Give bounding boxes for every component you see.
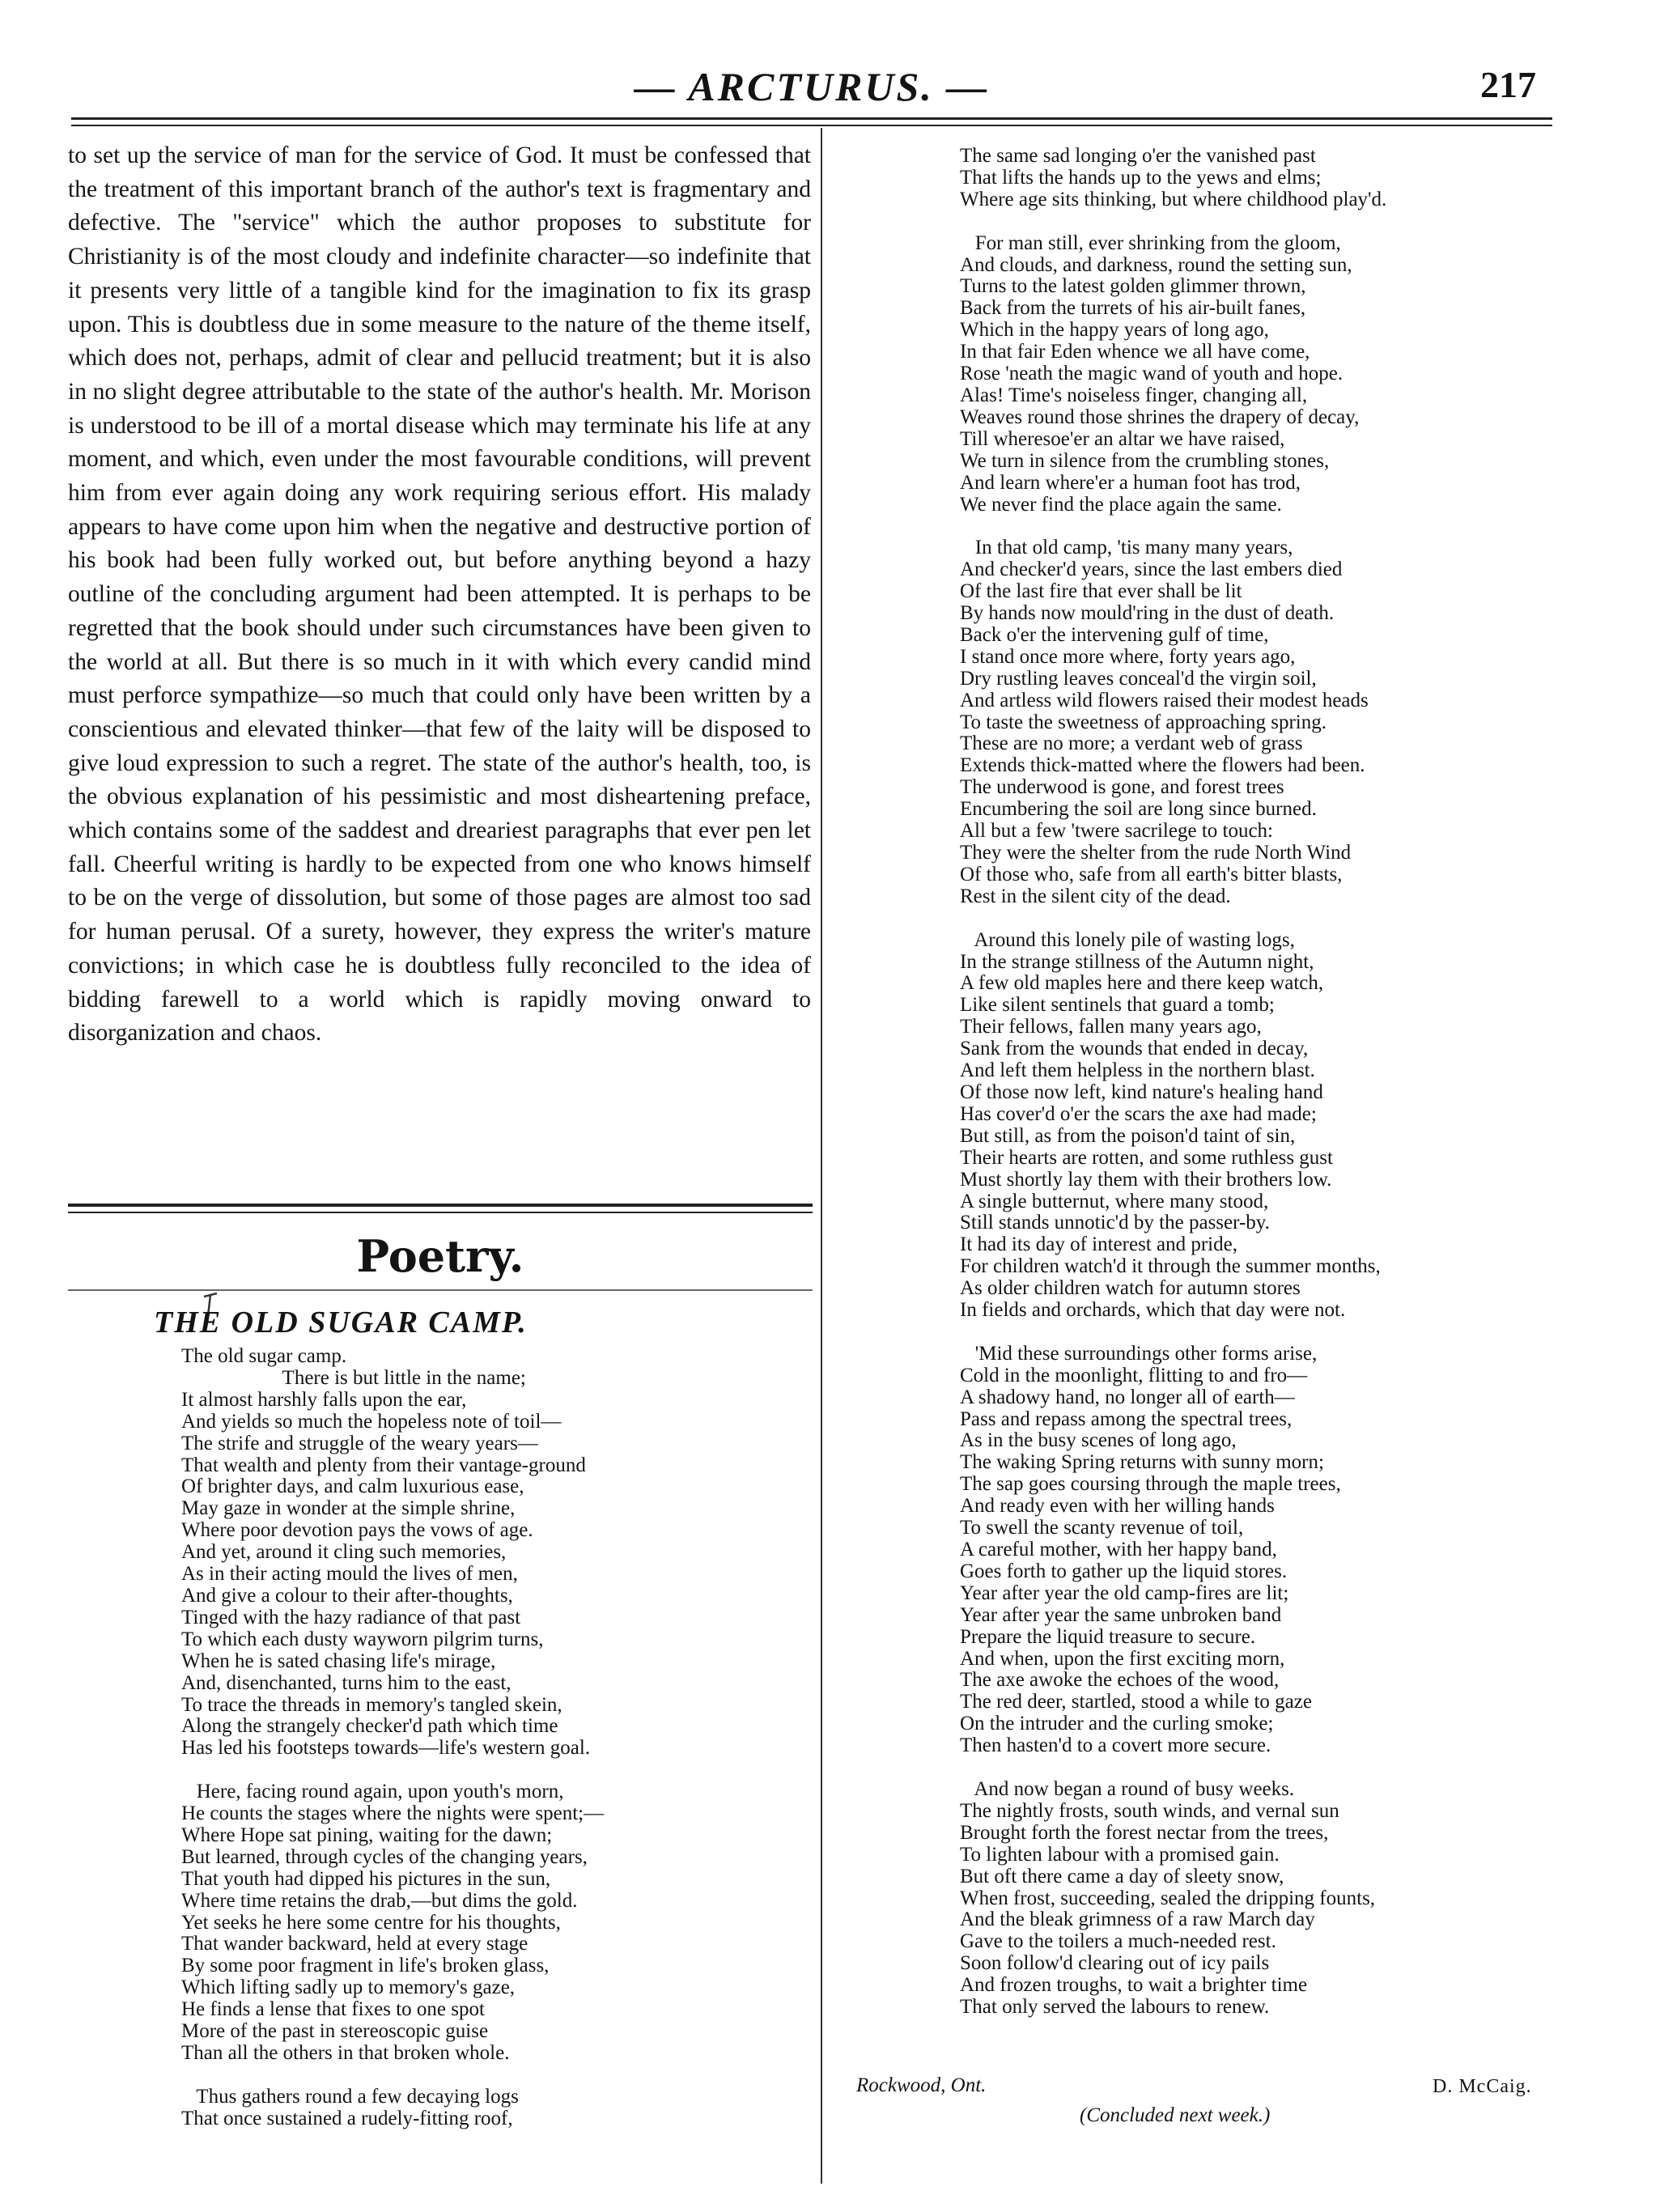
running-title: — ARCTURUS. — [634, 64, 990, 109]
page-number: 217 [1480, 64, 1536, 105]
section-heading: Poetry. [356, 1230, 524, 1282]
poem-verse-right: The same sad longing o'er the vanished past That lifts the hands up to the yews and elms; Where age sits thinking, but where childhood play'd. For man still, ever shrinking from the gloom, And clouds, and darkness, round the setting sun, Turns to the latest golden glimmer thrown, Back from the turrets of his air-built fanes, Which in the happy years of long ago, In that fair Eden whence we all have come, Rose 'neath the magic wand of youth and hope. Alas! Time's noiseless finger, changing all, Weaves round those shrines the drapery of decay, Till wheresoe'er an altar we have raised, We turn in silence from the crumbling stones, And learn where'er a human foot has trod, We never find the place again the same. In that old camp, 'tis many many years, And checker'd years, since the last embers died Of the last fire that ever shall be lit By hands now mould'ring in the dust of death. Back o'er the intervening gulf of time, I stand once more where, forty years ago, Dry rustling leaves conceal'd the virgin soil, And artless wild flowers raised their modest heads To taste the sweetness of approaching spring. These are no more; a verdant web of grass Extends thick-matted where the flowers had been. The underwood is gone, and forest trees Encumbering the soil are long since burned. All but a few 'twere sacrilege to touch: They were the shelter from the rude North Wind Of those who, safe from all earth's bitter blasts, Rest in the silent city of the dead. Around this lonely pile of wasting logs, In the strange stillness of the Autumn night, A few old maples here and there keep watch, Like silent sentinels that guard a tomb; Their fellows, fallen many years ago, Sank from the wounds that ended in decay, And left them helpless in the northern blast. Of those now left, kind nature's healing hand Has cover'd o'er the scars the axe had made; But still, as from the poison'd taint of sin, Their hearts are rotten, and some ruthless gust Must shortly lay them with their brothers low. A single butternut, where many stood, Still stands unnotic'd by the passer-by. It had its day of interest and pride, For children watch'd it through the summer months, As older children watch for autumn stores In fields and orchards, which that day were not. 'Mid these surroundings other forms arise, Cold in the moonlight, flitting to and fro— A shadowy hand, no longer all of earth— Pass and repass among the spectral trees, As in the busy scenes of long ago, The waking Spring returns with sunny morn; The sap goes coursing through the maple trees, And ready even with her willing hands To swell the scanty revenue of toil, A careful mother, with her happy band, Goes forth to gather up the liquid stores. Year after year the old camp-fires are lit; Year after year the same unbroken band Prepare the liquid treasure to secure. And when, upon the first exciting morn, The axe awoke the echoes of the wood, The red deer, startled, stood a while to gaze On the intruder and the curling smoke; Then hasten'd to a covert more secure. And now began a round of busy weeks. The nightly frosts, south winds, and vernal sun Brought forth the forest nectar from the trees, To lighten labour with a promised gain. But oft there came a day of sleety snow, When frost, succeeding, sealed the dripping founts, And the bleak grimness of a raw March day Gave to the toilers a much-needed rest. Soon follow'd clearing out of icy pails And frozen troughs, to wait a brighter time That only served the labours to renew. [960, 145, 1387, 2019]
left-column [68, 139, 811, 1051]
section-rule [68, 1204, 813, 1207]
header-rule [71, 117, 1552, 120]
continued-note: (Concluded next week.) [1080, 2104, 1271, 2126]
review-paragraph: to set up the service of man for the service of God. It must be confessed that the treatment of this important branch of the author's text is fragmentary and defective. The "service" which the author proposes to substitute for Christianity is of the most cloudy and indefinite character—so indefinite that it presents very little of a tangible kind for the imagination to fix its grasp upon. This is doubtless due in some measure to the nature of the theme itself, which does not, perhaps, admit of clear and pellucid treatment; but it is also in no slight degree attributable to the state of the author's health. Mr. Morison is understood to be ill of a mortal disease which may terminate his life at any moment, and which, even under the most favourable conditions, will prevent him from ever again doing any work requiring serious effort. His malady appears to have come upon him when the negative and destructive portion of his book had been fully worked out, but before anything beyond a hazy outline of the concluding argument had been attempted. It is perhaps to be regretted that the book should under such circumstances have been given to the world at all. But there is so much in it with which every candid mind must perforce sympathize—so much that could only have been written by a conscientious and elevated thinker—that few of the laity will be disposed to give loud expression to such a regret. The state of the author's health, too, is the obvious explanation of his pessimistic and most disheartening preface, which contains some of the saddest and dreariest paragraphs that ever pen let fall. Cheerful writing is hardly to be expected from one who knows himself to be on the verge of dissolution, but some of those pages are almost too sad for human perusal. Of a surety, however, they express the writer's mature convictions; in which case he is doubtless fully reconciled to the idea of bidding farewell to a world which is rapidly moving onward to disorganization and chaos. [68, 142, 811, 1047]
page-header [71, 58, 1552, 121]
header-rule-thin [71, 125, 1552, 126]
section-rule-thin [68, 1212, 813, 1213]
section-underline [68, 1289, 813, 1291]
poem-verse-left: The old sugar camp. There is but little in the name; It almost harshly falls upon the ear, And yields so much the hopeless note of toil— The strife and struggle of the weary years— That wealth and plenty from their vantage-ground Of brighter days, and calm luxurious ease, May gaze in wonder at the simple shrine, Where poor devotion pays the vows of age. And yet, around it cling such memories, As in their acting mould the lives of men, And give a colour to their after-thoughts, Tinged with the hazy radiance of that past To which each dusty wayworn pilgrim turns, When he is sated chasing life's mirage, And, disenchanted, turns him to the east, To trace the threads in memory's tangled skein, Along the strangely checker'd path which time Has led his footsteps towards—life's western goal. Here, facing round again, upon youth's morn, He counts the stages where the nights were spent;— Where Hope sat pining, waiting for the dawn; But learned, through cycles of the changing years, That youth had dipped his pictures in the sun, Where time retains the drab,—but dims the gold. Yet seeks he here some centre for his thoughts, That wander backward, held at every stage By some poor fragment in life's broken glass, Which lifting sadly up to memory's gaze, He finds a lense that fixes to one spot More of the past in stereoscopic guise Than all the others in that broken whole. Thus gathers round a few decaying logs That once sustained a rudely-fitting roof, [181, 1345, 605, 2129]
poem-place: Rockwood, Ont. [856, 2074, 987, 2096]
poem-author: D. McCaig. [1433, 2076, 1532, 2097]
column-divider [821, 128, 822, 2184]
poem-title: THE OLD SUGAR CAMP. [154, 1306, 528, 1340]
